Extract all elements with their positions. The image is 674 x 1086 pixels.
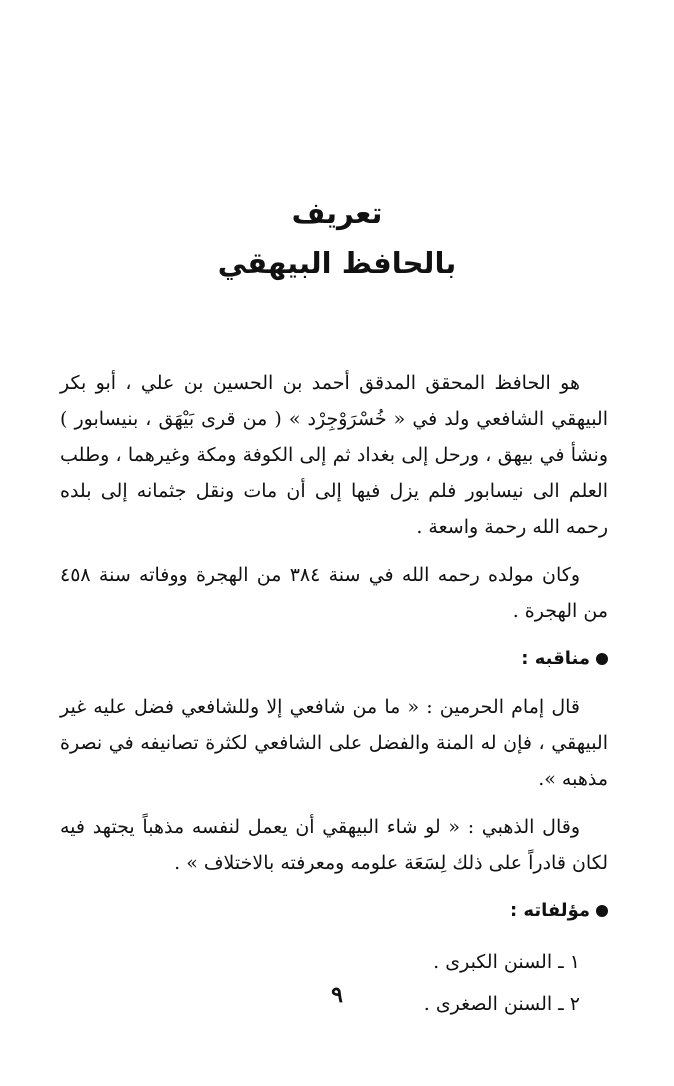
chapter-title [0,188,674,288]
bullet-icon [596,653,608,665]
works-heading-text: مؤلفاته : [509,900,590,921]
title-line-2: بالحافظ البيهقي [217,246,457,280]
page-number: ٩ [331,982,343,1008]
page-body [60,365,608,1025]
intro-paragraph: هو الحافظ المحقق المدقق أحمد بن الحسين بن علي ، أبو بكر البيهقي الشافعي ولد في « خُسْرَوْجِرْد » ( من قرى بَيْهَق ، بنيسابور ) ونشأ في بيهق ، ورحل إلى بغداد ثم إلى الكوفة ومكة وغيرهما ، وطلب العلم الى نيسابور فلم يزل فيها إلى أن مات ونقل جثمانه إلى بلده رحمه الله رحمة واسعة . [60,372,608,538]
works-heading [60,893,608,929]
list-item: ١ ـ السنن الكبرى . [433,951,580,973]
quote-imam-haramain: قال إمام الحرمين : « ما من شافعي إلا وللشافعي فضل عليه غير البيهقي ، فإن له المنة والفضل على الشافعي لكثرة تصانيفه في نصرة مذهبه ». [60,696,608,790]
quote-dhahabi: وقال الذهبي : « لو شاء البيهقي أن يعمل لنفسه مذهباً يجتهد فيه لكان قادراً على ذلك لِسَعَة علومه ومعرفته بالاختلاف » . [60,816,608,874]
virtues-heading [60,641,608,677]
title-line-1: تعريف [291,196,383,230]
list-item: ٢ ـ السنن الصغرى . [423,993,580,1015]
dates-paragraph: وكان مولده رحمه الله في سنة ٣٨٤ من الهجرة ووفاته سنة ٤٥٨ من الهجرة . [60,564,608,622]
virtues-heading-text: مناقبه : [521,648,590,669]
bullet-icon [596,905,608,917]
